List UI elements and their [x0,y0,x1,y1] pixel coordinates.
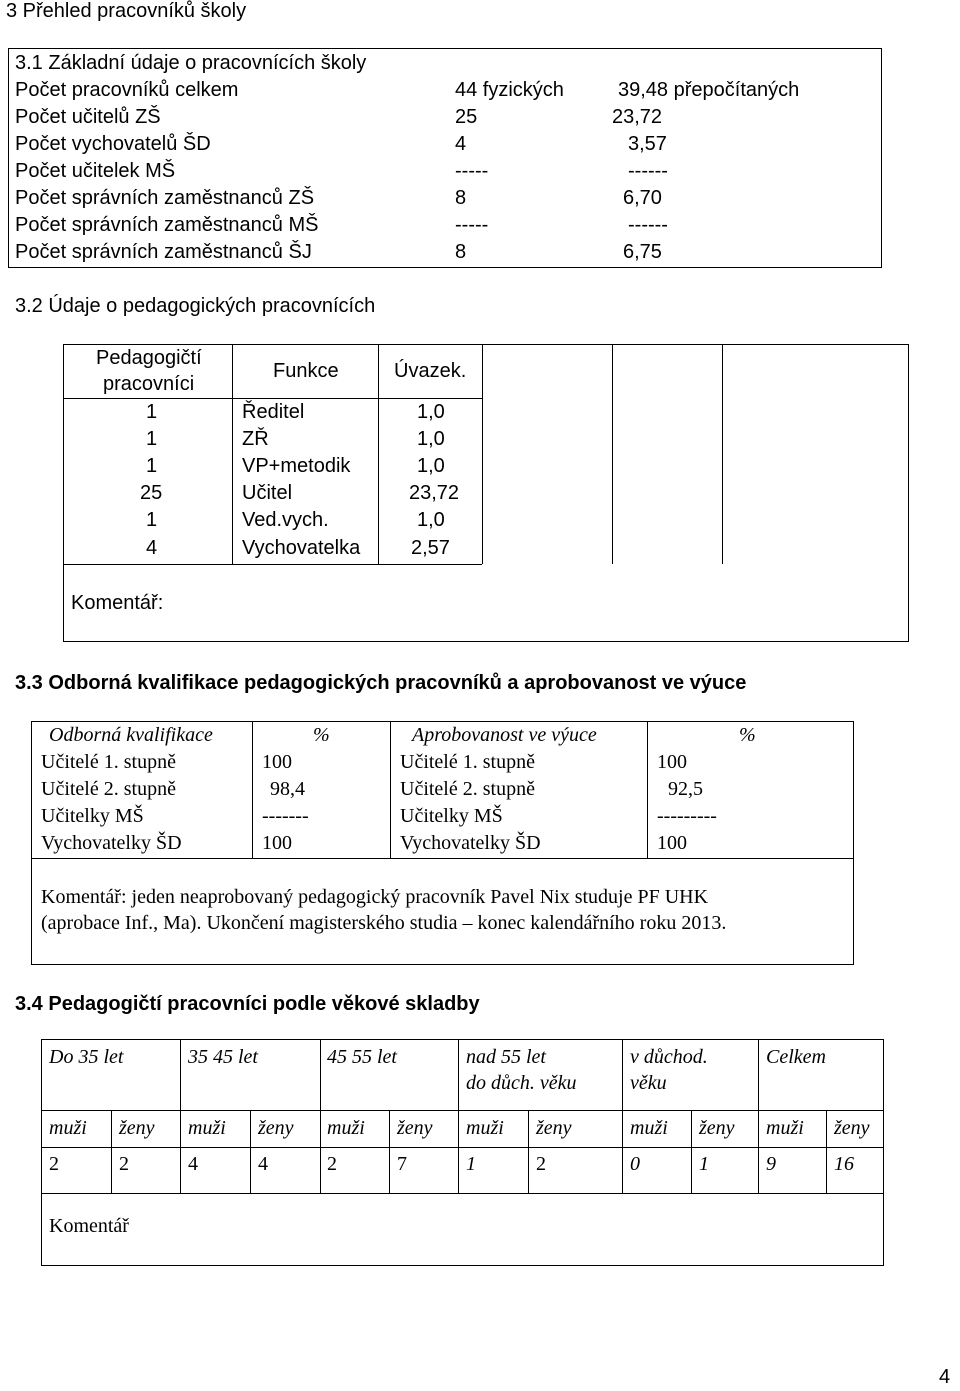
cell-load: 2,57 [411,537,450,559]
age-value: 7 [397,1153,407,1175]
cell-load: 1,0 [417,455,445,477]
header-ped-line2: pracovníci [103,373,195,395]
age-value: 9 [766,1153,776,1175]
row-label: Počet pracovníků celkem [15,79,239,101]
header-funkce: Funkce [273,360,339,382]
row-value-b: 3,57 [628,133,667,155]
page-heading: 3 Přehled pracovníků školy [6,0,247,22]
age-value: 2 [119,1153,129,1175]
age-group-header: 35 45 let [188,1046,258,1068]
age-value: 2 [327,1153,337,1175]
row-value-a: 8 [455,241,467,263]
cell-count: 1 [146,401,158,423]
cell-function: ZŘ [242,428,269,450]
section-3-3-comment-line2: (aprobace Inf., Ma). Ukončení magisterského studia – konec kalendářního roku 2013. [41,912,727,934]
header-ped-line1: Pedagogičtí [96,347,202,369]
row-value-a: 44 fyzických [455,79,564,101]
cell-aprobovanost: Učitelé 1. stupně [400,751,535,773]
age-value: 0 [630,1153,640,1175]
sex-header: ženy [258,1117,294,1139]
sex-header: muži [766,1117,804,1139]
sex-header: ženy [397,1117,433,1139]
cell-load: 1,0 [417,509,445,531]
age-value: 1 [466,1153,476,1175]
row-value-b: 39,48 přepočítaných [618,79,800,101]
row-value-a: ----- [455,160,489,182]
row-label: Počet správních zaměstnanců ZŠ [15,187,315,209]
cell-count: 4 [146,537,158,559]
age-value: 16 [834,1153,854,1175]
cell-kvalifikace: Učitelé 2. stupně [41,778,176,800]
age-group-header: Do 35 let [49,1046,124,1068]
section-3-3-comment-line1: Komentář: jeden neaprobovaný pedagogický pracovník Pavel Nix studuje PF UHK [41,886,709,908]
cell-percent-2: 100 [657,832,687,854]
cell-percent-1: 100 [262,832,292,854]
cell-load: 1,0 [417,401,445,423]
sex-header: ženy [536,1117,572,1139]
sex-header: ženy [699,1117,735,1139]
age-value: 1 [699,1153,709,1175]
sex-header: muži [466,1117,504,1139]
section-3-4-comment: Komentář [49,1215,129,1237]
row-value-b: 6,75 [623,241,662,263]
row-value-a: ----- [455,214,489,236]
cell-percent-2: 100 [657,751,687,773]
header-uvazek: Úvazek. [394,360,467,382]
cell-percent-2: --------- [657,805,717,827]
row-value-a: 4 [455,133,467,155]
cell-count: 25 [140,482,163,504]
age-group-header: v důchod. [630,1046,708,1068]
cell-function: VP+metodik [242,455,351,477]
cell-kvalifikace: Vychovatelky ŠD [41,832,182,854]
sex-header: muži [630,1117,668,1139]
sex-header: muži [327,1117,365,1139]
cell-function: Vychovatelka [242,537,361,559]
row-label: Počet učitelek MŠ [15,160,176,182]
section-3-1-title: 3.1 Základní údaje o pracovnících školy [15,52,367,74]
sex-header: muži [188,1117,226,1139]
cell-function: Ved.vych. [242,509,329,531]
cell-percent-1: 100 [262,751,292,773]
row-value-a: 8 [455,187,467,209]
cell-count: 1 [146,509,158,531]
cell-load: 1,0 [417,428,445,450]
section-3-4-title: 3.4 Pedagogičtí pracovníci podle věkové skladby [15,993,480,1015]
age-value: 2 [536,1153,546,1175]
row-label: Počet správních zaměstnanců ŠJ [15,241,312,263]
row-label: Počet učitelů ZŠ [15,106,161,128]
cell-load: 23,72 [409,482,460,504]
sex-header: ženy [834,1117,870,1139]
cell-aprobovanost: Učitelky MŠ [400,805,503,827]
cell-count: 1 [146,455,158,477]
sex-header: muži [49,1117,87,1139]
cell-function: Učitel [242,482,293,504]
row-label: Počet správních zaměstnanců MŠ [15,214,319,236]
age-group-header-line2: do důch. věku [466,1072,577,1094]
header-percent-2: % [739,724,756,746]
section-3-2-title: 3.2 Údaje o pedagogických pracovnících [15,295,376,317]
age-value: 4 [188,1153,198,1175]
cell-aprobovanost: Učitelé 2. stupně [400,778,535,800]
header-percent-1: % [313,724,330,746]
row-label: Počet vychovatelů ŠD [15,133,211,155]
age-group-header-line2: věku [630,1072,667,1094]
section-3-2-comment: Komentář: [71,592,164,614]
header-aprobovanost: Aprobovanost ve výuce [412,724,597,746]
row-value-b: 6,70 [623,187,662,209]
cell-kvalifikace: Učitelky MŠ [41,805,144,827]
row-value-b: 23,72 [612,106,663,128]
row-value-a: 25 [455,106,478,128]
header-kvalifikace: Odborná kvalifikace [49,724,213,746]
sex-header: ženy [119,1117,155,1139]
cell-percent-1: 98,4 [270,778,305,800]
age-group-header: nad 55 let [466,1046,546,1068]
age-value: 2 [49,1153,59,1175]
age-group-header: Celkem [766,1046,826,1068]
age-group-header: 45 55 let [327,1046,397,1068]
cell-aprobovanost: Vychovatelky ŠD [400,832,541,854]
cell-kvalifikace: Učitelé 1. stupně [41,751,176,773]
cell-count: 1 [146,428,158,450]
cell-function: Ředitel [242,401,305,423]
cell-percent-1: ------- [262,805,309,827]
row-value-b: ------ [628,160,668,182]
section-3-3-title: 3.3 Odborná kvalifikace pedagogických pracovníků a aprobovanost ve výuce [15,672,747,694]
age-value: 4 [258,1153,268,1175]
page-number: 4 [939,1366,951,1388]
row-value-b: ------ [628,214,668,236]
cell-percent-2: 92,5 [668,778,703,800]
